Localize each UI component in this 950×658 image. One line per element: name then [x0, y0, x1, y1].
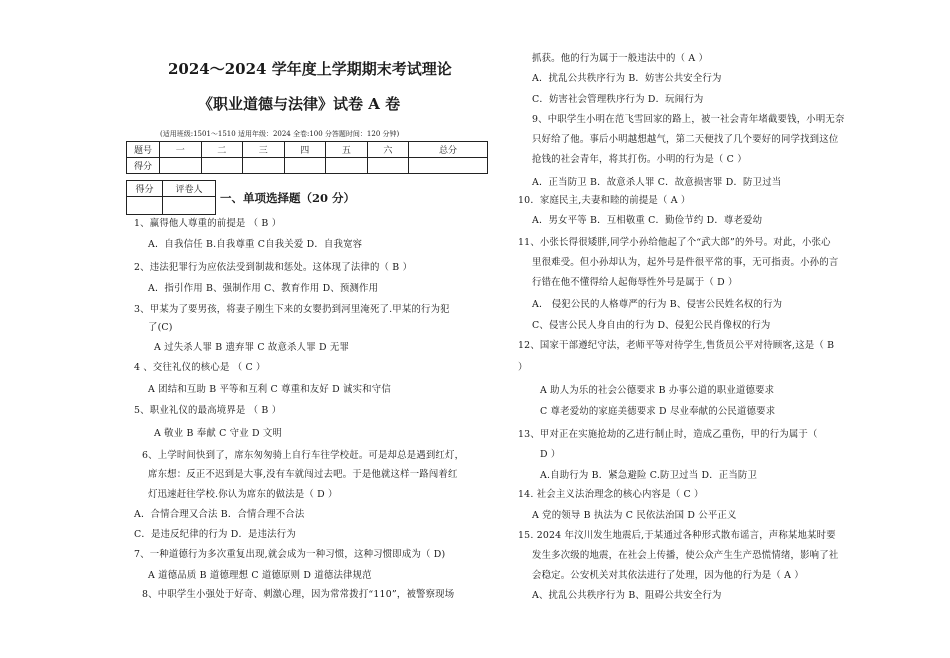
question-line: 发生多次级的地震，在社会上传播，使公众产生生产恐慌情绪，影响了社 [532, 550, 839, 561]
exam-title-line2: 《职业道德与法律》试卷 A 卷 [198, 95, 401, 113]
score-table-cell: 一 [160, 142, 202, 158]
question-line: 里很难受。但小孙却认为，起外号是件很平常的事，无可指责。小孙的言 [532, 257, 839, 268]
question-line: A.自助行为 B．紧急避险 C.防卫过当 D．正当防卫 [540, 470, 758, 481]
question-line: 抓获。他的行为属于一般违法中的（ A ） [532, 53, 709, 64]
question-line: A 团结和互助 B 平等和互利 C 尊重和友好 D 诚实和守信 [148, 384, 391, 395]
score-table [126, 141, 488, 174]
question-line: 8、中职学生小强处于好奇、刺激心理，因为常常拨打“110”，被警察现场 [142, 589, 455, 600]
question-line: 12、国家干部遵纪守法，老师平等对待学生,售货员公平对待顾客,这是（ B [518, 340, 835, 351]
question-line: 4 、交往礼仪的核心是 （ C ） [134, 362, 266, 373]
question-line: A．指引作用 B、强制作用 C、教育作用 D、预测作用 [148, 283, 379, 294]
exam-title-line1: 2024～2024 学年度上学期期末考试理论 [168, 60, 452, 78]
score-table-cell: 五 [326, 142, 368, 158]
question-line: A、扰乱公共秩序行为 B、阻碍公共安全行为 [532, 590, 722, 601]
score-table-cell: 六 [367, 142, 409, 158]
question-line: A．自我信任 B.自我尊重 C自我关爱 D．自我宽容 [148, 239, 363, 250]
grader-input-cell[interactable] [162, 197, 215, 215]
score-table-header-row [127, 142, 488, 158]
question-line: A． 侵犯公民的人格尊严的行为 B、侵害公民姓名权的行为 [532, 299, 783, 310]
score-input-cell[interactable] [243, 158, 285, 174]
question-line: A．男女平等 B．互相敬重 C．勤俭节约 D．尊老爱幼 [532, 215, 763, 226]
question-line: C、侵害公民人身自由的行为 D、侵犯公民肖像权的行为 [532, 320, 771, 331]
question-line: A．扰乱公共秩序行为 B．妨害公共安全行为 [532, 73, 722, 84]
question-line: 3、甲某为了要男孩，将妻子刚生下来的女婴扔到河里淹死了.甲某的行为犯 [134, 304, 450, 315]
question-line: 10．家庭民主,夫妻和睦的前提是（ A ） [518, 195, 691, 206]
question-line: 2、违法犯罪行为应依法受到制裁和惩处。这体现了法律的（ B ） [134, 262, 413, 273]
question-line: 会稳定。公安机关对其依法进行了处理，因为他的行为是（ A ） [532, 570, 804, 581]
question-line: A 道德品质 B 道德理想 C 道德原则 D 道德法律规范 [148, 570, 372, 581]
score-table-cell: 题号 [127, 142, 160, 158]
score-table-cell: 得分 [127, 158, 160, 174]
grader-box-label: 得分 [127, 181, 163, 197]
question-line: 席东想：反正不迟到是大事,没有车就闯过去吧。于是他就这样一路闯着红 [148, 469, 458, 480]
section-heading: 一、单项选择题（20 分） [220, 191, 356, 205]
score-table-cell: 二 [201, 142, 243, 158]
question-line: 7、一种道德行为多次重复出现,就会成为一种习惯，这种习惯即成为（ D) [134, 549, 446, 560]
question-line: 11、小张长得很矮胖,同学小孙给他起了个“武大郎”的外号。对此，小张心 [518, 237, 831, 248]
score-table-cell: 总分 [409, 142, 488, 158]
question-line: 抢钱的社会青年，将其打伤。小明的行为是（ C ） [532, 154, 747, 165]
question-line: A 助人为乐的社会公德要求 B 办事公道的职业道德要求 [540, 385, 775, 396]
score-input-cell[interactable] [409, 158, 488, 174]
score-input-cell[interactable] [201, 158, 243, 174]
grader-input-cell[interactable] [127, 197, 163, 215]
question-line: 15. 2024 年汶川发生地震后,于某通过各种形式散布谣言，声称某地某时要 [518, 530, 836, 541]
question-line: 5、职业礼仪的最高境界是 （ B ） [134, 405, 282, 416]
question-line: A．合情合理又合法 B．合情合理不合法 [134, 509, 305, 520]
exam-meta: (适用班级:1501～1510 适用年级：2024 全卷:100 分答题时间：120 分钟) [160, 130, 400, 138]
score-input-cell[interactable] [367, 158, 409, 174]
score-input-cell[interactable] [284, 158, 326, 174]
question-line: 9、中职学生小明在范飞雪回家的路上，被一社会青年堵截要钱，小明无奈 [532, 114, 845, 125]
question-line: 13、甲对正在实施抢劫的乙进行制止时，造成乙重伤，甲的行为属于（ [518, 429, 818, 440]
grader-box [126, 180, 216, 215]
question-line: 6、上学时间快到了，席东匆匆骑上自行车往学校赶。可是却总是遇到红灯， [142, 450, 465, 461]
question-line: C．妨害社会管理秩序行为 D．玩闹行为 [532, 94, 704, 105]
question-line: 行错在他不懂得给人起侮辱性外号是属于（ D ） [532, 277, 738, 288]
question-line: 灯迅速赶往学校.你认为席东的做法是（ D ） [148, 489, 338, 500]
score-table-score-row [127, 158, 488, 174]
score-table-cell: 三 [243, 142, 285, 158]
question-line: 只好给了他。事后小明越想越气，第二天便找了几个要好的同学找到这位 [532, 134, 839, 145]
score-input-cell[interactable] [326, 158, 368, 174]
question-line: C 尊老爱幼的家庭美德要求 D 尽业奉献的公民道德要求 [540, 406, 776, 417]
question-line: C．是违反纪律的行为 D．是违法行为 [134, 529, 296, 540]
score-table-cell: 四 [284, 142, 326, 158]
question-line: ） [518, 362, 528, 373]
question-line: 14. 社会主义法治理念的核心内容是（ C ） [518, 489, 704, 500]
question-line: A 过失杀人罪 B 遗弃罪 C 故意杀人罪 D 无罪 [154, 342, 350, 353]
question-line: D ） [540, 449, 561, 460]
question-line: 1、赢得他人尊重的前提是 （ B ） [134, 218, 282, 229]
question-line: A．正当防卫 B．故意杀人罪 C．故意损害罪 D．防卫过当 [532, 177, 782, 188]
question-line: 了(C) [148, 322, 173, 333]
question-line: A 敬业 B 奉献 C 守业 D 文明 [154, 428, 283, 439]
score-input-cell[interactable] [160, 158, 202, 174]
grader-box-label: 评卷人 [162, 181, 215, 197]
question-line: A 党的领导 B 执法为 C 民依法治国 D 公平正义 [532, 510, 737, 521]
